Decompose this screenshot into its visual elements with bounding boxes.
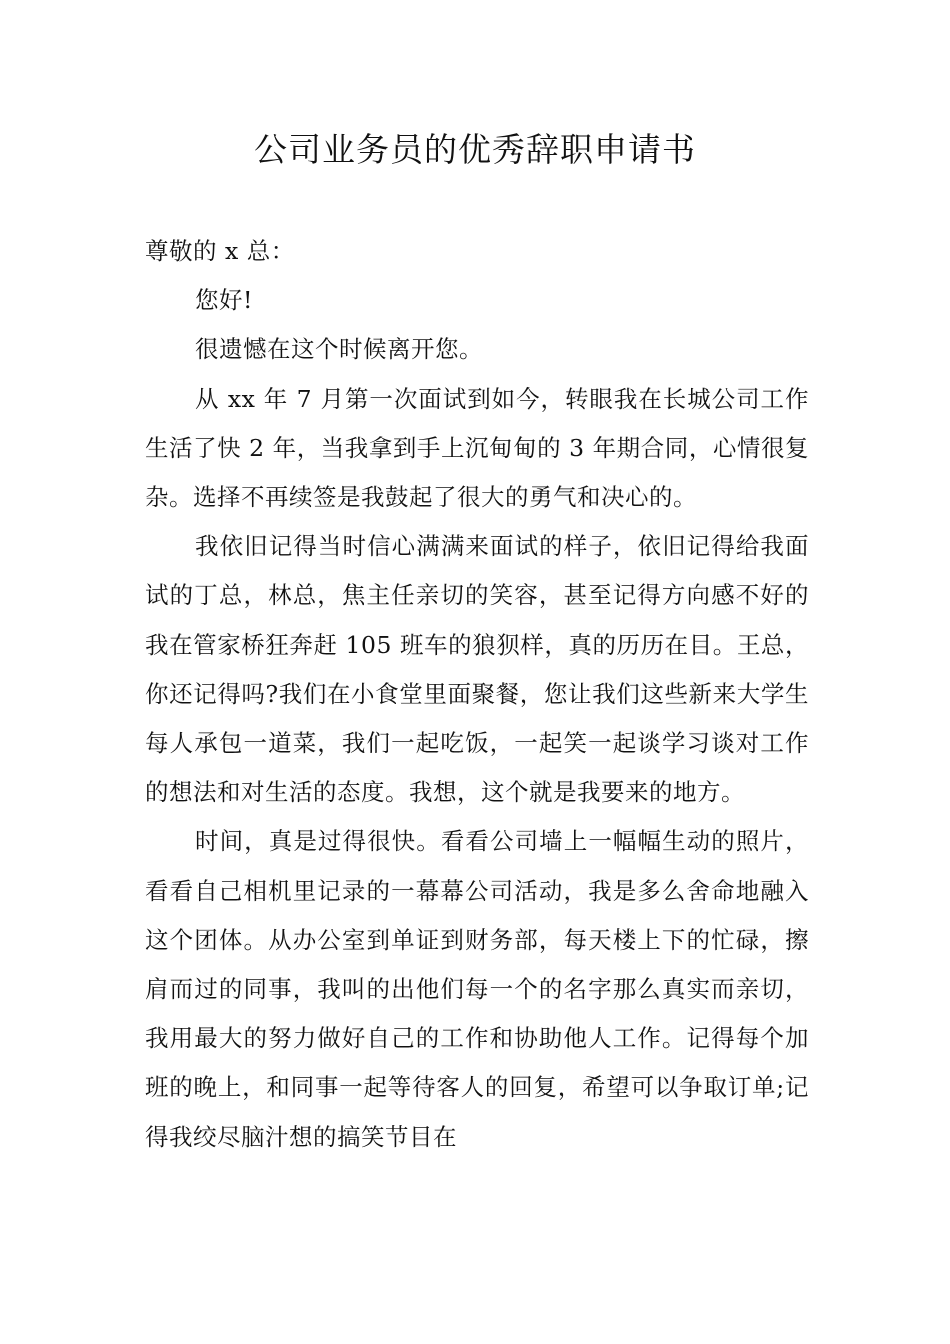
salutation: 尊敬的 x 总： xyxy=(145,237,295,265)
paragraph-3: 我依旧记得当时信心满满来面试的样子，依旧记得给我面试的丁总，林总，焦主任亲切的笑容，甚至记得方向感不好的我在管家桥狂奔赶 105 班车的狼狈样，真的历历在目。王总，你还记得吗?我们在小食堂里面聚餐，您让我们这些新来大学生每人承包一道菜，我们一起吃饭，一起笑一起谈学习谈对工作的想法和对生活的态度。我想，这个就是我要来的地方。 xyxy=(145,532,809,807)
paragraph-1: 很遗憾在这个时候离开您。 xyxy=(195,335,483,364)
greeting: 您好! xyxy=(195,286,253,315)
document-title: 公司业务员的优秀辞职申请书 xyxy=(254,130,696,169)
paragraph-4: 时间，真是过得很快。看看公司墙上一幅幅生动的照片，看看自己相机里记录的一幕幕公司活动，我是多么舍命地融入这个团体。从办公室到单证到财务部，每天楼上下的忙碌，擦肩而过的同事，我叫的出他们每一个的名字那么真实而亲切，我用最大的努力做好自己的工作和协助他人工作。记得每个加班的晚上，和同事一起等待客人的回复，希望可以争取订单;记得我绞尽脑汁想的搞笑节目在 xyxy=(145,827,809,1151)
letter-body xyxy=(145,227,809,1162)
paragraph-2: 从 xx 年 7 月第一次面试到如今，转眼我在长城公司工作生活了快 2 年，当我拿到手上沉甸甸的 3 年期合同，心情很复杂。选择不再续签是我鼓起了很大的勇气和决心的。 xyxy=(145,384,809,512)
